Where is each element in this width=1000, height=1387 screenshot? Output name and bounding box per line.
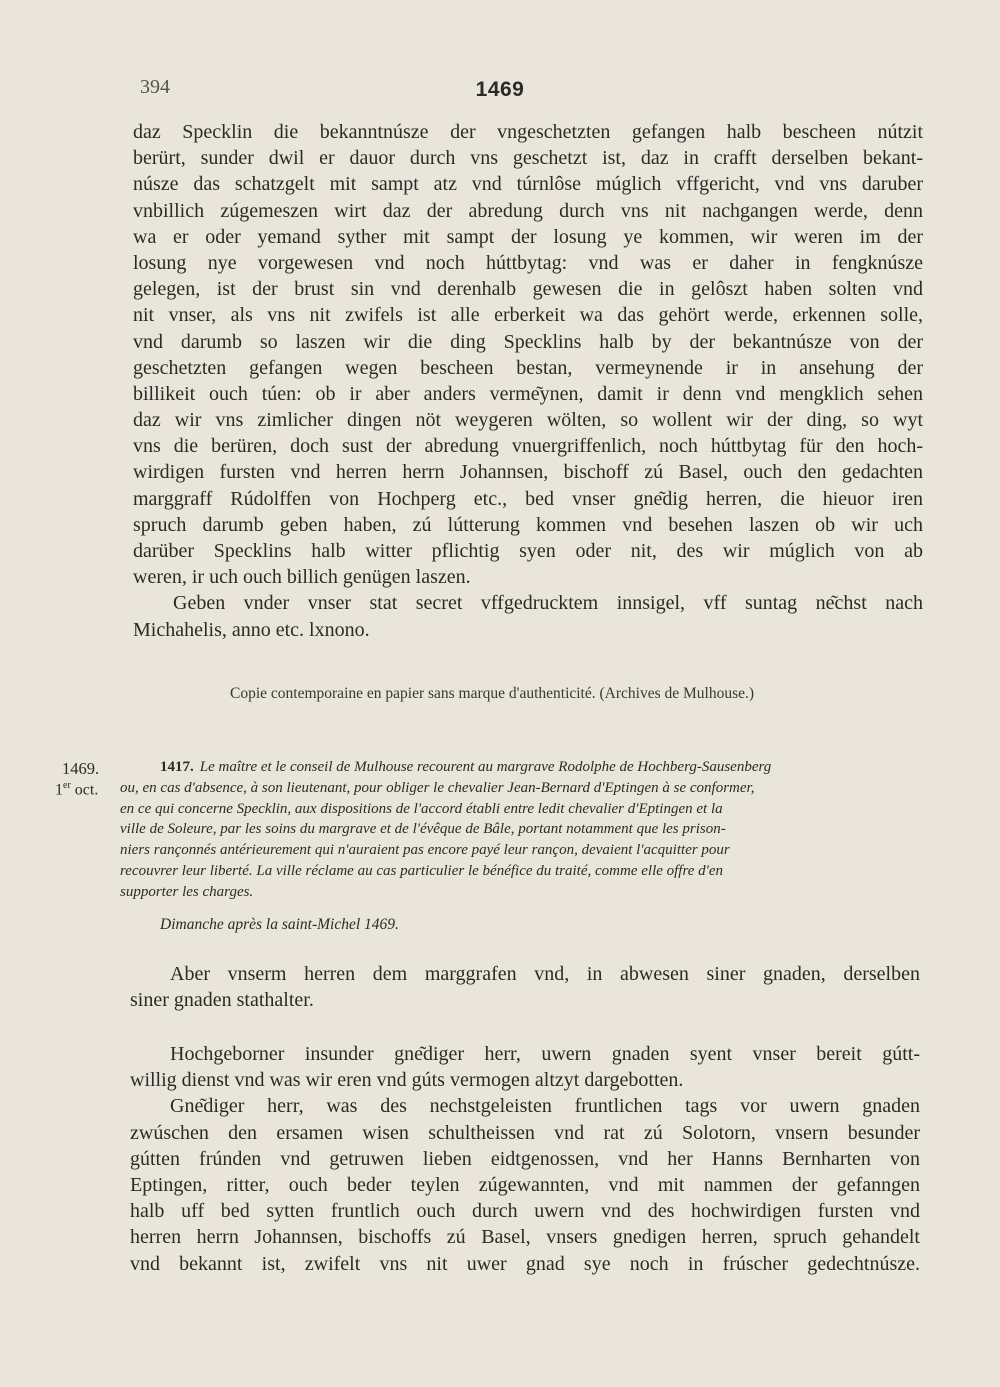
text-line: wa er oder yemand syther mit sampt der losung ye kommen, wir weren im der xyxy=(133,225,923,248)
text-line: daz Specklin die bekanntnúsze der vngeschetzten gefangen halb bescheen nútzit xyxy=(133,121,923,143)
regest-line: recouvrer leur liberté. La ville réclame au cas particulier le bénéfice du traité, comme elle offre d'en xyxy=(120,862,724,879)
margin-year: 1469. xyxy=(62,759,100,778)
page-number: 394 xyxy=(140,76,170,98)
regest-date-line: Dimanche après la saint-Michel 1469. xyxy=(160,916,399,933)
letter-address xyxy=(130,961,920,1013)
text-line: vnd darumb so laszen wir die ding Specklins halb by der bekantnúsze von der xyxy=(133,330,923,353)
text-line: vns die berüren, doch sust der abredung vnuergriffenlich, noch húttbytag für den hoch- xyxy=(133,435,923,458)
letter-line: gútten frúnden vnd getruwen lieben eidtgenossen, vnd her Hanns Bernharten von xyxy=(130,1147,920,1170)
letter-line: Eptingen, ritter, ouch beder teylen zúgewannten, vnd mit nammen der gefanngen xyxy=(130,1173,920,1196)
margin-date xyxy=(55,780,98,799)
regest-line-text: Le maître et le conseil de Mulhouse recourent au margrave Rodolphe de Hochberg-Sausenberg xyxy=(199,759,772,775)
letter-line: Hochgeborner insunder gne͂diger herr, uwern gnaden syent vnser bereit gútt- xyxy=(170,1043,920,1065)
text-line: daz wir vns zimlicher dingen nöt weygeren wölten, so wollent wir der ding, so wyt xyxy=(133,409,923,432)
regest-line xyxy=(160,757,920,778)
text-line: vnbillich zúgemeszen wirt daz der abredung durch vns nit nachgangen werde, denn xyxy=(133,199,923,222)
address-line: siner gnaden stathalter. xyxy=(130,989,314,1012)
text-line: geschetzten gefangen wegen bescheen bestan, vermeynende ir in ansehung der xyxy=(133,356,923,379)
margin-day-suffix: er xyxy=(63,780,71,791)
text-line: weren, ir uch ouch billich genügen laszen. xyxy=(133,566,471,589)
margin-day: 1 xyxy=(55,781,63,799)
text-line: spruch darumb geben haben, zú lútterung kommen vnd besehen laszen ob wir uch xyxy=(133,513,923,536)
regest-line: ou, en cas d'absence, à son lieutenant, pour obliger le chevalier Jean-Bernard d'Eptingen à se conformer, xyxy=(120,779,755,796)
running-head-year: 1469 xyxy=(475,78,525,101)
regest-line: niers rançonnés antérieurement qui n'auraient pas encore payé leur rançon, devaient l'acquitter pour xyxy=(120,842,730,859)
text-line: núsze das schatzgelt mit sampt atz vnd túrnlôse múglich vffgericht, vnd vns daruber xyxy=(133,173,923,196)
text-line: nit vnser, als vns nit zwifels ist alle erberkeit wa das gehört werde, erkennen solle, xyxy=(133,304,923,327)
letter-line: Gne͂diger herr, was des nechstgeleisten fruntlichen tags vor uwern gnaden xyxy=(170,1095,920,1118)
text-line: gelegen, ist der brust sin vnd derenhalb gewesen die in gelôszt haben solten vnd xyxy=(133,278,923,301)
regest-line: ville de Soleure, par les soins du margrave et de l'évêque de Bâle, portant notamment que les prison- xyxy=(120,821,726,838)
text-line: wirdigen fursten vnd herren herrn Johannsen, bischoff zú Basel, ouch den gedachten xyxy=(133,461,923,484)
regest-line: supporter les charges. xyxy=(120,883,254,900)
text-line: marggraff Rúdolffen von Hochperg etc., bed vnser gne͂dig herren, die hieuor iren xyxy=(133,487,923,510)
document-number: 1417. xyxy=(160,759,194,775)
text-line: darüber Specklins halb witter pflichtig syen oder nit, des wir múglich von ab xyxy=(133,540,923,562)
regest xyxy=(120,757,920,903)
text-line: Michahelis, anno etc. lxnono. xyxy=(133,618,370,641)
letter-line: vnd bekannt ist, zwifelt vns nit uwer gnad sye noch in frúscher gedechtnúsze. xyxy=(130,1252,920,1275)
regest-line: en ce qui concerne Specklin, aux dispositions de l'accord établi entre ledit chevalier d'Eptingen et la xyxy=(120,800,723,817)
text-line: losung nye vorgewesen vnd noch húttbytag: vnd was er daher in fengknúsze xyxy=(133,251,923,274)
letter-line: herren herrn Johannsen, bischoffs zú Basel, vnsers gnedigen herren, spruch gehandelt xyxy=(130,1226,920,1249)
letter-line: willig dienst vnd was wir eren vnd gúts vermogen altzyt dargebotten. xyxy=(130,1069,684,1092)
letter-body xyxy=(130,1041,920,1277)
source-note: Copie contemporaine en papier sans marque d'authenticité. (Archives de Mulhouse.) xyxy=(230,685,755,702)
letter-line: halb uff bed sytten fruntlich ouch durch uwern vnd des hochwirdigen fursten vnd xyxy=(130,1200,920,1223)
letter-line: zwúschen den ersamen wisen schultheissen vnd rat zú Solotorn, vnsern besunder xyxy=(130,1121,920,1144)
text-line: berürt, sunder dwil er dauor durch vns geschetzt ist, daz in crafft derselben bekant- xyxy=(133,147,923,170)
text-line: billikeit ouch túen: ob ir aber anders verme͂ynen, damit ir denn vnd mengklich sehen xyxy=(133,382,923,405)
continuation-text xyxy=(133,119,923,643)
address-line: Aber vnserm herren dem marggrafen vnd, in abwesen siner gnaden, derselben xyxy=(170,963,920,985)
text-line: Geben vnder vnser stat secret vffgedrucktem innsigel, vff suntag ne͂chst nach xyxy=(173,592,923,615)
margin-month: oct. xyxy=(74,781,99,799)
